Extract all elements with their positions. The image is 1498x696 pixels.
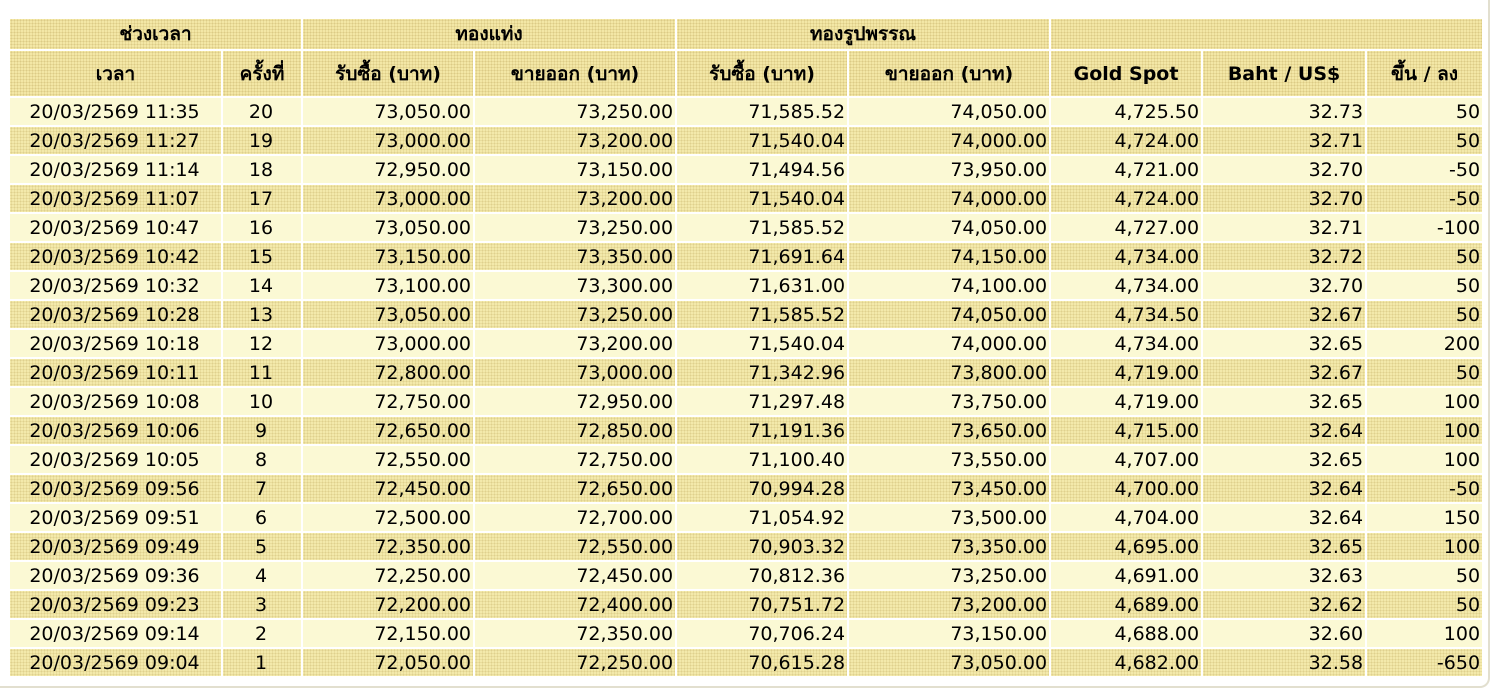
cell-change: 150 bbox=[1367, 504, 1482, 531]
cell-baht-usd: 32.65 bbox=[1203, 446, 1365, 473]
cell-change: 200 bbox=[1367, 330, 1482, 357]
col-header-ornament-sell: ขายออก (บาท) bbox=[849, 51, 1049, 96]
cell-ornament-sell: 73,050.00 bbox=[849, 649, 1049, 676]
cell-change: -100 bbox=[1367, 214, 1482, 241]
cell-gold-spot: 4,734.00 bbox=[1051, 272, 1201, 299]
cell-gold-spot: 4,707.00 bbox=[1051, 446, 1201, 473]
group-header-gold-bar: ทองแท่ง bbox=[303, 19, 675, 49]
cell-time: 20/03/2569 10:06 bbox=[10, 417, 221, 444]
cell-baht-usd: 32.64 bbox=[1203, 504, 1365, 531]
cell-round: 14 bbox=[223, 272, 301, 299]
cell-change: 100 bbox=[1367, 533, 1482, 560]
table-row bbox=[10, 388, 1482, 415]
cell-bar-sell: 72,550.00 bbox=[475, 533, 675, 560]
cell-change: 50 bbox=[1367, 359, 1482, 386]
cell-time: 20/03/2569 11:35 bbox=[10, 98, 221, 125]
cell-ornament-sell: 73,200.00 bbox=[849, 591, 1049, 618]
cell-time: 20/03/2569 11:27 bbox=[10, 127, 221, 154]
cell-change: 50 bbox=[1367, 127, 1482, 154]
cell-baht-usd: 32.73 bbox=[1203, 98, 1365, 125]
cell-baht-usd: 32.65 bbox=[1203, 533, 1365, 560]
cell-ornament-sell: 73,150.00 bbox=[849, 620, 1049, 647]
col-header-baht-usd: Baht / US$ bbox=[1203, 51, 1365, 96]
cell-gold-spot: 4,734.00 bbox=[1051, 330, 1201, 357]
cell-ornament-buy: 71,540.04 bbox=[677, 330, 847, 357]
cell-ornament-sell: 73,250.00 bbox=[849, 562, 1049, 589]
cell-bar-buy: 73,100.00 bbox=[303, 272, 473, 299]
cell-gold-spot: 4,721.00 bbox=[1051, 156, 1201, 183]
cell-round: 4 bbox=[223, 562, 301, 589]
table-row bbox=[10, 214, 1482, 241]
cell-ornament-sell: 73,350.00 bbox=[849, 533, 1049, 560]
table-row bbox=[10, 533, 1482, 560]
cell-time: 20/03/2569 09:36 bbox=[10, 562, 221, 589]
cell-ornament-buy: 71,585.52 bbox=[677, 214, 847, 241]
cell-ornament-sell: 74,000.00 bbox=[849, 330, 1049, 357]
group-header-row bbox=[10, 19, 1482, 49]
cell-bar-buy: 72,550.00 bbox=[303, 446, 473, 473]
group-header-other bbox=[1051, 19, 1482, 49]
cell-time: 20/03/2569 09:04 bbox=[10, 649, 221, 676]
cell-time: 20/03/2569 10:11 bbox=[10, 359, 221, 386]
table-row bbox=[10, 649, 1482, 676]
cell-ornament-sell: 73,750.00 bbox=[849, 388, 1049, 415]
cell-bar-sell: 72,250.00 bbox=[475, 649, 675, 676]
cell-bar-buy: 73,000.00 bbox=[303, 330, 473, 357]
cell-bar-sell: 72,450.00 bbox=[475, 562, 675, 589]
table-row bbox=[10, 272, 1482, 299]
cell-round: 18 bbox=[223, 156, 301, 183]
cell-gold-spot: 4,734.50 bbox=[1051, 301, 1201, 328]
cell-bar-sell: 73,150.00 bbox=[475, 156, 675, 183]
cell-baht-usd: 32.64 bbox=[1203, 417, 1365, 444]
cell-time: 20/03/2569 11:14 bbox=[10, 156, 221, 183]
cell-time: 20/03/2569 10:47 bbox=[10, 214, 221, 241]
cell-ornament-buy: 71,054.92 bbox=[677, 504, 847, 531]
cell-round: 15 bbox=[223, 243, 301, 270]
cell-change: 50 bbox=[1367, 98, 1482, 125]
cell-bar-buy: 72,350.00 bbox=[303, 533, 473, 560]
cell-bar-buy: 73,000.00 bbox=[303, 185, 473, 212]
cell-ornament-buy: 71,297.48 bbox=[677, 388, 847, 415]
cell-bar-buy: 72,200.00 bbox=[303, 591, 473, 618]
cell-ornament-sell: 74,000.00 bbox=[849, 127, 1049, 154]
cell-ornament-buy: 71,100.40 bbox=[677, 446, 847, 473]
group-header-gold-ornament: ทองรูปพรรณ bbox=[677, 19, 1049, 49]
table-row bbox=[10, 156, 1482, 183]
cell-gold-spot: 4,682.00 bbox=[1051, 649, 1201, 676]
cell-change: -50 bbox=[1367, 185, 1482, 212]
cell-round: 10 bbox=[223, 388, 301, 415]
cell-bar-sell: 72,400.00 bbox=[475, 591, 675, 618]
col-header-bar-buy: รับซื้อ (บาท) bbox=[303, 51, 473, 96]
cell-ornament-buy: 71,540.04 bbox=[677, 127, 847, 154]
table-row bbox=[10, 446, 1482, 473]
cell-bar-sell: 72,850.00 bbox=[475, 417, 675, 444]
cell-round: 7 bbox=[223, 475, 301, 502]
table-row bbox=[10, 301, 1482, 328]
cell-bar-sell: 72,700.00 bbox=[475, 504, 675, 531]
cell-change: 100 bbox=[1367, 620, 1482, 647]
cell-bar-buy: 72,650.00 bbox=[303, 417, 473, 444]
cell-baht-usd: 32.65 bbox=[1203, 388, 1365, 415]
cell-time: 20/03/2569 09:23 bbox=[10, 591, 221, 618]
cell-ornament-buy: 70,751.72 bbox=[677, 591, 847, 618]
cell-ornament-buy: 71,585.52 bbox=[677, 98, 847, 125]
cell-baht-usd: 32.60 bbox=[1203, 620, 1365, 647]
cell-ornament-sell: 74,050.00 bbox=[849, 301, 1049, 328]
cell-ornament-buy: 70,812.36 bbox=[677, 562, 847, 589]
cell-gold-spot: 4,700.00 bbox=[1051, 475, 1201, 502]
cell-round: 16 bbox=[223, 214, 301, 241]
table-row bbox=[10, 591, 1482, 618]
cell-ornament-sell: 73,550.00 bbox=[849, 446, 1049, 473]
cell-bar-buy: 73,150.00 bbox=[303, 243, 473, 270]
cell-bar-sell: 73,250.00 bbox=[475, 301, 675, 328]
cell-ornament-sell: 73,800.00 bbox=[849, 359, 1049, 386]
cell-gold-spot: 4,719.00 bbox=[1051, 359, 1201, 386]
cell-bar-buy: 72,450.00 bbox=[303, 475, 473, 502]
cell-ornament-sell: 74,100.00 bbox=[849, 272, 1049, 299]
cell-time: 20/03/2569 10:28 bbox=[10, 301, 221, 328]
cell-gold-spot: 4,724.00 bbox=[1051, 185, 1201, 212]
cell-bar-sell: 73,200.00 bbox=[475, 330, 675, 357]
cell-round: 12 bbox=[223, 330, 301, 357]
cell-bar-buy: 72,800.00 bbox=[303, 359, 473, 386]
cell-bar-buy: 73,050.00 bbox=[303, 214, 473, 241]
gold-price-table bbox=[8, 17, 1484, 678]
col-header-ornament-buy: รับซื้อ (บาท) bbox=[677, 51, 847, 96]
cell-time: 20/03/2569 10:32 bbox=[10, 272, 221, 299]
cell-bar-sell: 72,350.00 bbox=[475, 620, 675, 647]
cell-bar-buy: 72,950.00 bbox=[303, 156, 473, 183]
cell-time: 20/03/2569 10:05 bbox=[10, 446, 221, 473]
cell-round: 13 bbox=[223, 301, 301, 328]
cell-change: -50 bbox=[1367, 156, 1482, 183]
cell-bar-sell: 73,000.00 bbox=[475, 359, 675, 386]
cell-round: 20 bbox=[223, 98, 301, 125]
cell-bar-sell: 73,300.00 bbox=[475, 272, 675, 299]
cell-ornament-buy: 71,494.56 bbox=[677, 156, 847, 183]
cell-change: 100 bbox=[1367, 446, 1482, 473]
cell-gold-spot: 4,689.00 bbox=[1051, 591, 1201, 618]
cell-time: 20/03/2569 09:56 bbox=[10, 475, 221, 502]
table-row bbox=[10, 98, 1482, 125]
cell-baht-usd: 32.71 bbox=[1203, 127, 1365, 154]
cell-bar-sell: 73,200.00 bbox=[475, 127, 675, 154]
cell-baht-usd: 32.67 bbox=[1203, 301, 1365, 328]
cell-gold-spot: 4,704.00 bbox=[1051, 504, 1201, 531]
cell-bar-sell: 73,250.00 bbox=[475, 214, 675, 241]
cell-ornament-buy: 70,903.32 bbox=[677, 533, 847, 560]
cell-round: 19 bbox=[223, 127, 301, 154]
cell-baht-usd: 32.70 bbox=[1203, 156, 1365, 183]
cell-ornament-buy: 70,994.28 bbox=[677, 475, 847, 502]
cell-gold-spot: 4,725.50 bbox=[1051, 98, 1201, 125]
cell-bar-buy: 72,250.00 bbox=[303, 562, 473, 589]
cell-ornament-buy: 71,691.64 bbox=[677, 243, 847, 270]
cell-ornament-buy: 71,191.36 bbox=[677, 417, 847, 444]
cell-ornament-sell: 73,450.00 bbox=[849, 475, 1049, 502]
cell-baht-usd: 32.71 bbox=[1203, 214, 1365, 241]
table-row bbox=[10, 504, 1482, 531]
cell-time: 20/03/2569 11:07 bbox=[10, 185, 221, 212]
cell-round: 5 bbox=[223, 533, 301, 560]
cell-change: 100 bbox=[1367, 388, 1482, 415]
cell-round: 3 bbox=[223, 591, 301, 618]
cell-bar-sell: 73,200.00 bbox=[475, 185, 675, 212]
col-header-change: ขึ้น / ลง bbox=[1367, 51, 1482, 96]
cell-baht-usd: 32.65 bbox=[1203, 330, 1365, 357]
cell-time: 20/03/2569 10:18 bbox=[10, 330, 221, 357]
cell-round: 9 bbox=[223, 417, 301, 444]
cell-ornament-sell: 74,050.00 bbox=[849, 98, 1049, 125]
cell-baht-usd: 32.70 bbox=[1203, 272, 1365, 299]
cell-baht-usd: 32.67 bbox=[1203, 359, 1365, 386]
cell-gold-spot: 4,724.00 bbox=[1051, 127, 1201, 154]
cell-gold-spot: 4,691.00 bbox=[1051, 562, 1201, 589]
col-header-gold-spot: Gold Spot bbox=[1051, 51, 1201, 96]
table-row bbox=[10, 620, 1482, 647]
cell-bar-buy: 72,150.00 bbox=[303, 620, 473, 647]
cell-bar-buy: 73,050.00 bbox=[303, 98, 473, 125]
cell-gold-spot: 4,719.00 bbox=[1051, 388, 1201, 415]
cell-baht-usd: 32.70 bbox=[1203, 185, 1365, 212]
cell-baht-usd: 32.64 bbox=[1203, 475, 1365, 502]
cell-gold-spot: 4,727.00 bbox=[1051, 214, 1201, 241]
cell-bar-sell: 73,350.00 bbox=[475, 243, 675, 270]
cell-time: 20/03/2569 10:42 bbox=[10, 243, 221, 270]
cell-round: 2 bbox=[223, 620, 301, 647]
cell-ornament-sell: 74,000.00 bbox=[849, 185, 1049, 212]
table-row bbox=[10, 185, 1482, 212]
cell-time: 20/03/2569 09:14 bbox=[10, 620, 221, 647]
cell-bar-sell: 72,650.00 bbox=[475, 475, 675, 502]
cell-gold-spot: 4,734.00 bbox=[1051, 243, 1201, 270]
cell-change: 50 bbox=[1367, 301, 1482, 328]
cell-ornament-buy: 71,585.52 bbox=[677, 301, 847, 328]
cell-gold-spot: 4,715.00 bbox=[1051, 417, 1201, 444]
cell-bar-buy: 72,500.00 bbox=[303, 504, 473, 531]
cell-ornament-buy: 70,706.24 bbox=[677, 620, 847, 647]
cell-baht-usd: 32.62 bbox=[1203, 591, 1365, 618]
col-header-time: เวลา bbox=[10, 51, 221, 96]
table-row bbox=[10, 330, 1482, 357]
cell-ornament-buy: 70,615.28 bbox=[677, 649, 847, 676]
cell-change: 50 bbox=[1367, 591, 1482, 618]
cell-bar-buy: 72,750.00 bbox=[303, 388, 473, 415]
cell-round: 6 bbox=[223, 504, 301, 531]
cell-change: 50 bbox=[1367, 562, 1482, 589]
cell-change: 50 bbox=[1367, 243, 1482, 270]
cell-round: 17 bbox=[223, 185, 301, 212]
cell-ornament-sell: 73,950.00 bbox=[849, 156, 1049, 183]
cell-change: -50 bbox=[1367, 475, 1482, 502]
cell-change: 50 bbox=[1367, 272, 1482, 299]
table-row bbox=[10, 475, 1482, 502]
cell-gold-spot: 4,695.00 bbox=[1051, 533, 1201, 560]
cell-ornament-sell: 73,500.00 bbox=[849, 504, 1049, 531]
cell-ornament-sell: 74,050.00 bbox=[849, 214, 1049, 241]
cell-round: 11 bbox=[223, 359, 301, 386]
cell-time: 20/03/2569 10:08 bbox=[10, 388, 221, 415]
cell-time: 20/03/2569 09:49 bbox=[10, 533, 221, 560]
table-row bbox=[10, 127, 1482, 154]
cell-bar-sell: 72,950.00 bbox=[475, 388, 675, 415]
cell-round: 1 bbox=[223, 649, 301, 676]
cell-ornament-buy: 71,631.00 bbox=[677, 272, 847, 299]
cell-ornament-sell: 73,650.00 bbox=[849, 417, 1049, 444]
group-header-period: ช่วงเวลา bbox=[10, 19, 301, 49]
cell-round: 8 bbox=[223, 446, 301, 473]
column-header-row bbox=[10, 51, 1482, 96]
col-header-round: ครั้งที่ bbox=[223, 51, 301, 96]
cell-ornament-sell: 74,150.00 bbox=[849, 243, 1049, 270]
cell-bar-sell: 72,750.00 bbox=[475, 446, 675, 473]
cell-change: -650 bbox=[1367, 649, 1482, 676]
cell-baht-usd: 32.72 bbox=[1203, 243, 1365, 270]
cell-bar-sell: 73,250.00 bbox=[475, 98, 675, 125]
cell-baht-usd: 32.58 bbox=[1203, 649, 1365, 676]
table-row bbox=[10, 417, 1482, 444]
table-row bbox=[10, 243, 1482, 270]
table-row bbox=[10, 562, 1482, 589]
table-row bbox=[10, 359, 1482, 386]
cell-bar-buy: 72,050.00 bbox=[303, 649, 473, 676]
cell-ornament-buy: 71,540.04 bbox=[677, 185, 847, 212]
col-header-bar-sell: ขายออก (บาท) bbox=[475, 51, 675, 96]
table-body bbox=[10, 98, 1482, 676]
cell-change: 100 bbox=[1367, 417, 1482, 444]
cell-time: 20/03/2569 09:51 bbox=[10, 504, 221, 531]
cell-bar-buy: 73,050.00 bbox=[303, 301, 473, 328]
cell-gold-spot: 4,688.00 bbox=[1051, 620, 1201, 647]
cell-bar-buy: 73,000.00 bbox=[303, 127, 473, 154]
cell-ornament-buy: 71,342.96 bbox=[677, 359, 847, 386]
cell-baht-usd: 32.63 bbox=[1203, 562, 1365, 589]
